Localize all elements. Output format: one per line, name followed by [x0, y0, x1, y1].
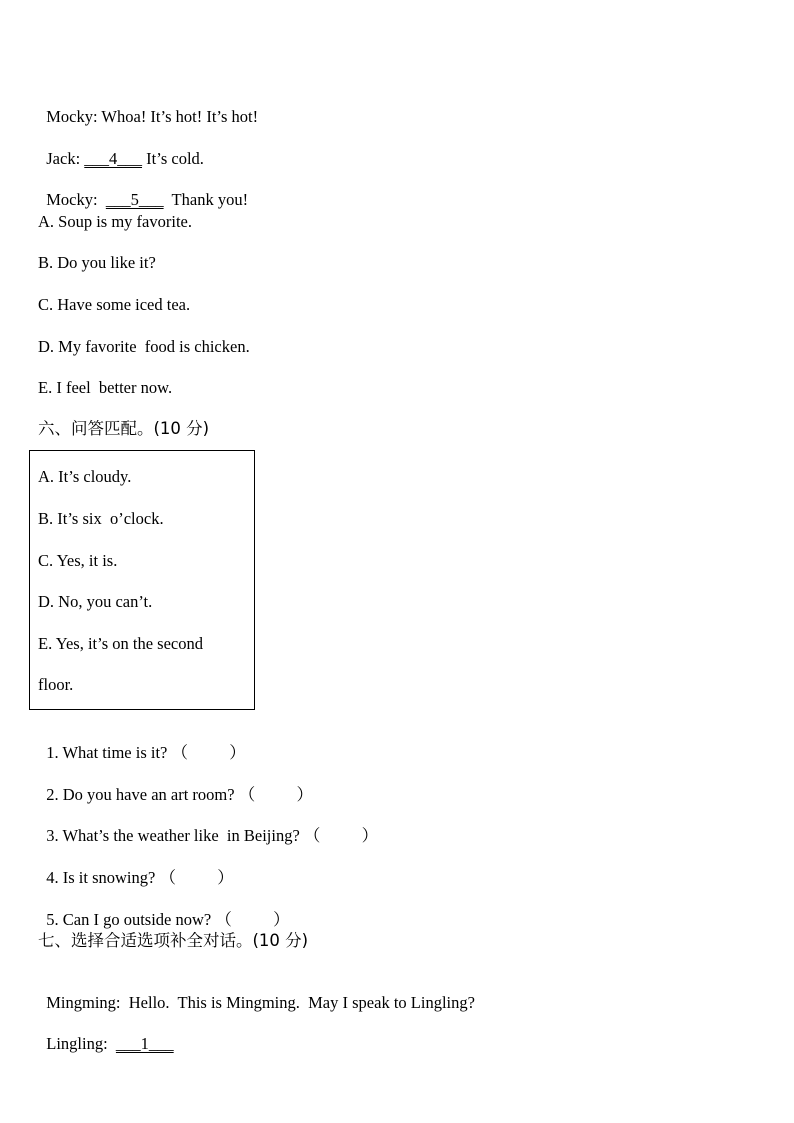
section-heading: 七、选择合适选项补全对话。(10 分)	[38, 931, 309, 950]
option-item: A. Soup is my favorite.	[38, 212, 192, 231]
answer-paren[interactable]: （ ）	[215, 910, 290, 929]
question-item	[38, 723, 246, 763]
dialogue-line	[38, 129, 204, 169]
speaker: Mocky:	[46, 190, 98, 209]
question-item	[38, 848, 234, 888]
answer-paren[interactable]: （ ）	[238, 785, 313, 804]
box-option: E. Yes, it’s on the second	[38, 634, 203, 653]
question-item	[38, 765, 313, 805]
box-option: D. No, you can’t.	[38, 592, 153, 611]
answer-paren[interactable]: （ ）	[171, 743, 246, 762]
answer-blank[interactable]: ___5___	[105, 190, 164, 209]
question-item	[38, 806, 378, 846]
option-item: B. Do you like it?	[38, 253, 156, 272]
dialogue-line	[38, 973, 475, 1013]
question-text: 4. Is it snowing?	[46, 868, 156, 887]
question-text: 1. What time is it?	[46, 743, 168, 762]
speaker: Mocky:	[46, 107, 98, 126]
dialogue-text: Whoa! It’s hot! It’s hot!	[97, 107, 259, 126]
dialogue-text: Thank you!	[163, 190, 249, 209]
dialogue-line	[38, 170, 248, 210]
dialogue-line	[38, 87, 258, 127]
box-option: C. Yes, it is.	[38, 551, 118, 570]
options-box	[29, 450, 255, 710]
box-option: floor.	[38, 675, 74, 694]
question-text: 5. Can I go outside now?	[46, 910, 212, 929]
answer-blank[interactable]: ___4___	[84, 149, 143, 168]
answer-paren[interactable]: （ ）	[303, 826, 379, 845]
box-option: B. It’s six o’clock.	[38, 509, 164, 528]
answer-blank[interactable]: ___1___	[115, 1034, 174, 1053]
dialogue-text: Hello. This is Mingming. May I speak to Lingling?	[120, 993, 475, 1012]
dialogue-text: It’s cold.	[142, 149, 204, 168]
dialogue-text	[98, 190, 106, 209]
question-text: 3. What’s the weather like in Beijing?	[46, 826, 300, 845]
question-item	[38, 890, 290, 930]
speaker: Jack:	[46, 149, 81, 168]
section-heading: 六、问答匹配。(10 分)	[38, 419, 210, 438]
speaker: Lingling:	[46, 1034, 108, 1053]
box-option: A. It’s cloudy.	[38, 467, 132, 486]
answer-paren[interactable]: （ ）	[159, 868, 234, 887]
dialogue-text	[108, 1034, 116, 1053]
option-item: E. I feel better now.	[38, 378, 173, 397]
speaker: Mingming:	[46, 993, 121, 1012]
option-item: D. My favorite food is chicken.	[38, 337, 250, 356]
dialogue-line	[38, 1014, 174, 1054]
option-item: C. Have some iced tea.	[38, 295, 191, 314]
question-text: 2. Do you have an art room?	[46, 785, 235, 804]
